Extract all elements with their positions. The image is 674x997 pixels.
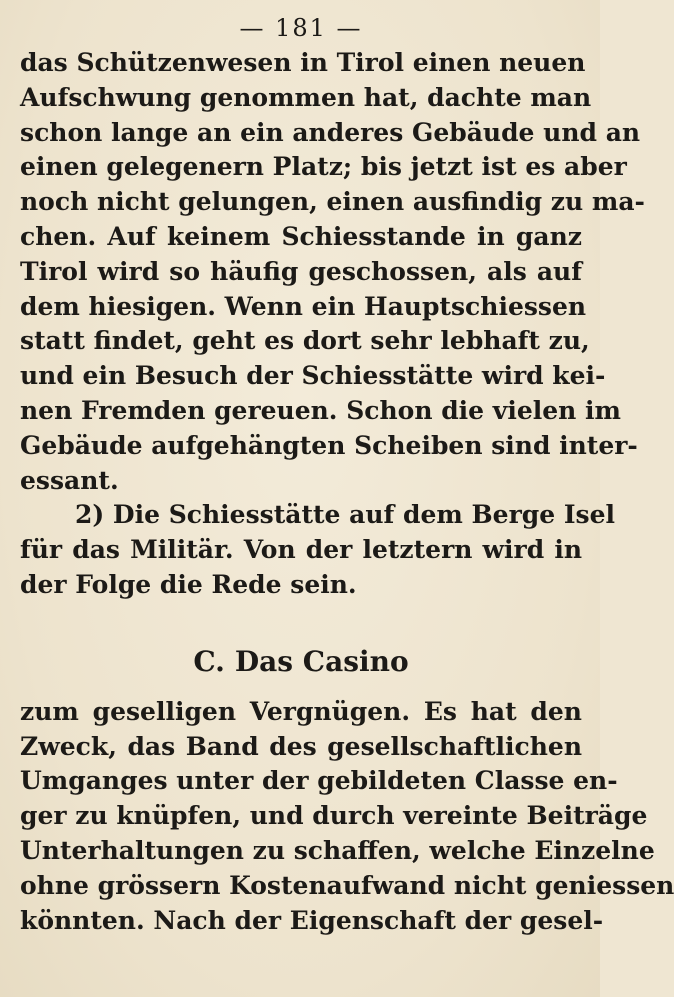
paragraph-schuetzenwesen <box>20 46 645 498</box>
text-line: dem hiesigen. Wenn ein Hauptschiessen <box>20 291 587 321</box>
paragraph-schiesstaette-isel <box>20 498 616 602</box>
text-line: chen. Auf keinem Schiesstande in ganz <box>20 221 582 251</box>
text-line: schon lange an ein anderes Gebäude und an <box>20 117 641 147</box>
page-header <box>20 10 582 46</box>
text-line: Umganges unter der gebildeten Classe en- <box>20 766 618 796</box>
text-line: 2) Die Schiesstätte auf dem Berge Isel <box>75 500 616 530</box>
text-line: essant. <box>20 465 119 495</box>
page-number: — 181 — <box>239 14 363 42</box>
section-heading <box>20 639 582 685</box>
text-line: der Folge die Rede sein. <box>20 569 357 599</box>
text-line: nen Fremden gereuen. Schon die vielen im <box>20 395 621 425</box>
text-line: einen gelegenern Platz; bis jetzt ist es aber <box>20 152 627 182</box>
text-line: das Schützenwesen in Tirol einen neuen <box>20 48 586 77</box>
text-line: Unterhaltungen zu schaffen, welche Einzelne <box>20 835 655 865</box>
text-line: und ein Besuch der Schiesstätte wird kei- <box>20 361 606 391</box>
section-letter: C. <box>193 644 225 678</box>
text-line: ohne grössern Kostenaufwand nicht geniessen <box>20 870 674 900</box>
text-line: Aufschwung genommen hat, dachte man <box>20 82 592 112</box>
text-line: noch nicht gelungen, einen ausfindig zu ma- <box>20 187 645 217</box>
text-line: Zweck, das Band des gesellschaftlichen <box>20 731 582 761</box>
text-line: könnten. Nach der Eigenschaft der gesel- <box>20 905 604 935</box>
text-line: statt findet, geht es dort sehr lebhaft zu, <box>20 326 590 356</box>
text-line: Tirol wird so häufig geschossen, als auf <box>20 256 582 286</box>
paragraph-casino <box>20 695 674 939</box>
text-line: zum geselligen Vergnügen. Es hat den <box>20 696 582 726</box>
text-line: Gebäude aufgehängten Scheiben sind inter- <box>20 430 638 460</box>
section-title: Das Casino <box>234 644 409 678</box>
text-line: ger zu knüpfen, und durch vereinte Beiträge <box>20 801 648 831</box>
text-line: für das Militär. Von der letztern wird in <box>20 535 582 565</box>
